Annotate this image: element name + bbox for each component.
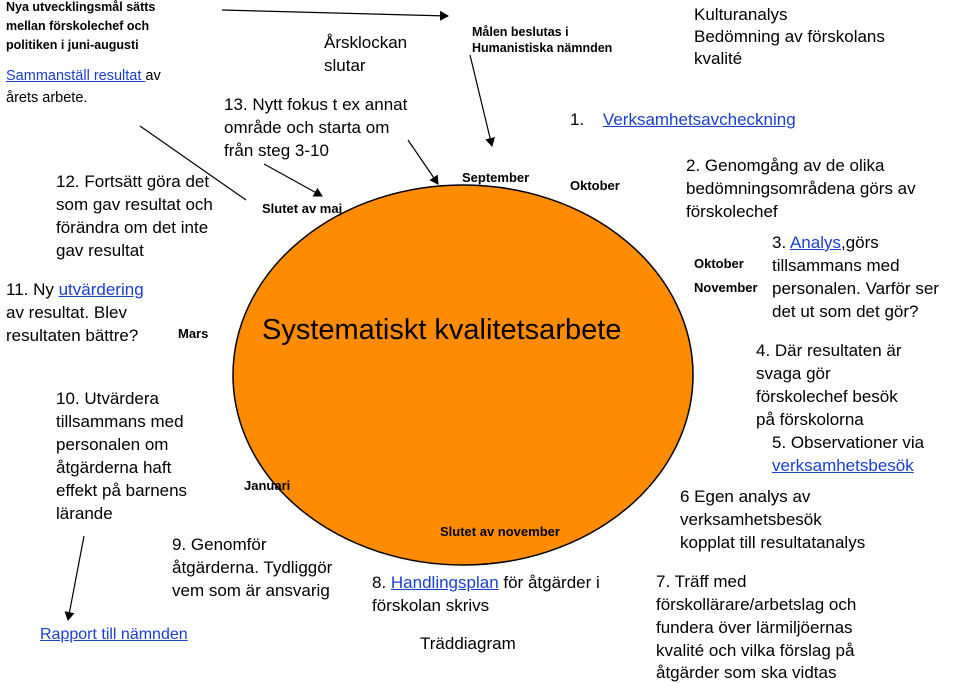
center-title: Systematiskt kvalitetsarbete — [262, 314, 622, 346]
step2-l2: bedömningsområdena görs av — [686, 179, 916, 198]
step3-l1 — [772, 233, 879, 253]
step11-l3: resultaten bättre? — [6, 326, 139, 345]
step2-l1: 2. Genomgång av de olika — [686, 156, 885, 175]
step13-l1: 13. Nytt fokus t ex annat — [224, 95, 408, 114]
step9-l1: 9. Genomför — [172, 535, 267, 554]
kultur-l2: Bedömning av förskolans — [694, 27, 885, 46]
step5-link[interactable]: verksamhetsbesök — [772, 456, 914, 475]
step12-l4: gav resultat — [56, 241, 144, 260]
step11-l2: av resultat. Blev — [6, 303, 127, 322]
month-januari: Januari — [244, 478, 291, 493]
step10-l4: åtgärderna haft — [56, 458, 172, 477]
step8-prefix: 8. — [372, 573, 391, 592]
step4-l4: på förskolorna — [756, 410, 864, 429]
arrow-to-ellipse-top — [408, 140, 438, 184]
step13-l3: från steg 3-10 — [224, 141, 329, 160]
new-goals-l2: mellan förskolechef och — [6, 19, 150, 33]
step1-link[interactable]: Verksamhetsavcheckning — [602, 110, 796, 129]
step7-l3: fundera över lärmiljöernas — [656, 618, 853, 637]
step3-l4: det ut som det gör? — [772, 302, 919, 321]
kultur-l3: kvalité — [694, 49, 743, 68]
step12-l1: 12. Fortsätt göra det — [56, 172, 210, 191]
arrow-to-september — [470, 55, 492, 146]
step5-l1: 5. Observationer via — [772, 433, 925, 452]
month-oktober-right: Oktober — [694, 256, 744, 271]
compile-results-l2: årets arbete. — [6, 90, 88, 106]
step8-link[interactable]: Handlingsplan — [390, 573, 499, 592]
month-september: September — [462, 170, 530, 185]
new-goals-l1: Nya utvecklingsmål sätts — [6, 0, 156, 14]
new-goals-l3: politiken i juni-augusti — [6, 38, 139, 52]
step12-l3: förändra om det inte — [56, 218, 209, 237]
step11-prefix: 11. Ny — [6, 280, 59, 299]
step1-line — [570, 110, 796, 130]
step3-rest: ,görs — [841, 233, 879, 252]
step11-link[interactable]: utvärdering — [58, 280, 144, 299]
step10-l6: lärande — [56, 504, 113, 523]
step7-l5: åtgärder som ska vidtas — [656, 663, 837, 682]
step6-l3: kopplat till resultatanalys — [680, 533, 866, 552]
step8-l2: förskolan skrivs — [372, 596, 490, 615]
compile-results-link[interactable]: Sammanställ resultat — [6, 68, 146, 84]
step7-l4: kvalité och vilka förslag på — [656, 641, 855, 660]
step7-l1: 7. Träff med — [656, 572, 747, 591]
step9-l3: vem som är ansvarig — [172, 581, 330, 600]
step4-l2: svaga gör — [756, 364, 831, 383]
arsklockan-l2: slutar — [324, 56, 366, 75]
step6-l2: verksamhetsbesök — [680, 510, 822, 529]
step3-l2: tillsammans med — [772, 256, 900, 275]
step11-l1 — [6, 280, 144, 300]
kultur-l1: Kulturanalys — [694, 5, 788, 24]
month-slutet-november: Slutet av november — [440, 524, 560, 539]
step13-l2: område och starta om — [224, 118, 390, 137]
step9-l2: åtgärderna. Tydliggör — [172, 558, 333, 577]
month-oktober-top: Oktober — [570, 178, 620, 193]
cycle-ellipse — [233, 185, 693, 565]
goals-l2: Humanistiska nämnden — [472, 41, 613, 55]
step4-l3: förskolechef besök — [756, 387, 898, 406]
month-slutet-maj: Slutet av maj — [262, 201, 343, 216]
arrow-step13-to-maj — [264, 164, 322, 196]
traddiagram-label: Träddiagram — [420, 634, 516, 653]
arrow-top-border — [222, 10, 448, 16]
goals-l1: Målen beslutas i — [472, 25, 569, 39]
step3-prefix: 3. — [772, 233, 790, 252]
step10-l5: effekt på barnens — [56, 481, 188, 500]
step1-num: 1. — [570, 110, 585, 129]
step2-l3: förskolechef — [686, 202, 778, 221]
step10-l1: 10. Utvärdera — [56, 389, 159, 408]
step12-l2: som gav resultat och — [56, 195, 213, 214]
month-mars: Mars — [178, 326, 209, 341]
step4-l1: 4. Där resultaten är — [756, 341, 902, 360]
arrow-report-up — [68, 536, 84, 620]
step3-link[interactable]: Analys — [789, 233, 841, 252]
month-november: November — [694, 280, 758, 295]
step10-l2: tillsammans med — [56, 412, 184, 431]
compile-results-line — [6, 68, 161, 85]
arsklockan-l1: Årsklockan — [324, 33, 408, 52]
step6-l1: 6 Egen analys av — [680, 487, 811, 506]
step10-l3: personalen om — [56, 435, 169, 454]
step8-rest: för åtgärder i — [498, 573, 600, 592]
step7-l2: förskollärare/arbetslag och — [656, 595, 857, 614]
report-to-board-link[interactable]: Rapport till nämnden — [40, 626, 188, 643]
compile-results-rest: av — [145, 68, 161, 84]
step3-l3: personalen. Varför ser — [772, 279, 939, 298]
step8-l1 — [372, 573, 600, 593]
